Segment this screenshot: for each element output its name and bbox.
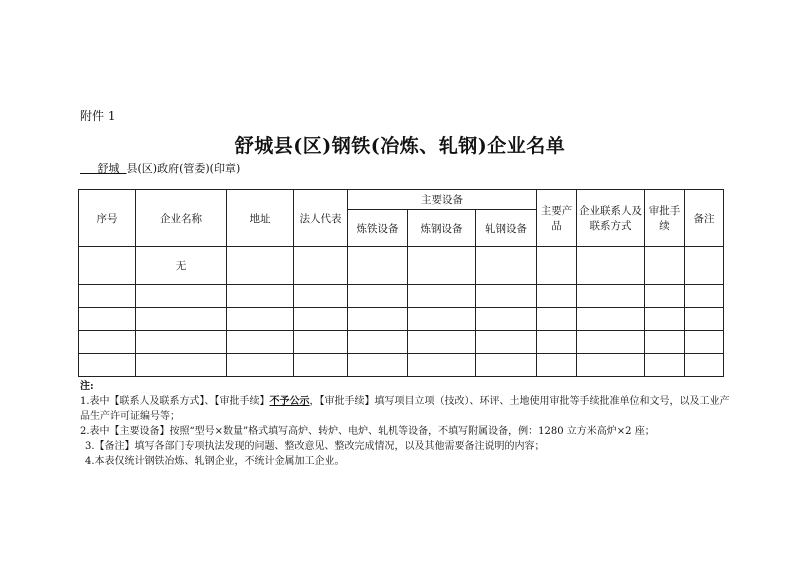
table-row bbox=[79, 247, 724, 285]
table-row bbox=[79, 331, 724, 354]
company-name-cell: 无 bbox=[136, 247, 227, 285]
issuer-line bbox=[80, 160, 320, 177]
page-title: 舒城县(区)钢铁(冶炼、轧钢)企业名单 bbox=[234, 135, 566, 157]
table-row bbox=[79, 354, 724, 377]
issuer-county: 舒城 bbox=[97, 162, 120, 175]
col-legal-rep: 法人代表 bbox=[294, 190, 348, 247]
col-company: 企业名称 bbox=[136, 190, 227, 247]
enterprise-table bbox=[78, 189, 724, 377]
col-approval: 审批手续 bbox=[645, 190, 685, 247]
col-contact: 企业联系人及联系方式 bbox=[577, 190, 645, 247]
note-3: 3.【备注】填写各部门专项执法发现的问题、整改意见、整改完成情况，以及其他需要备注说明的内容； bbox=[85, 441, 545, 452]
col-address: 地址 bbox=[227, 190, 294, 247]
table-row bbox=[79, 285, 724, 308]
notes-heading: 注: bbox=[80, 381, 94, 392]
col-iron-equipment: 炼铁设备 bbox=[348, 210, 408, 247]
note-2: 2.表中【主要设备】按照“型号×数量”格式填写高炉、转炉、电炉、轧机等设备，不填写附属设备，例：1280 立方米高炉×2 座； bbox=[80, 426, 655, 437]
note-1: 1.表中【联系人及联系方式】、【审批手续】不予公示，【审批手续】填写项目立项（技改）、环评、土地使用审批等手续批准单位和文号，以及工业产品生产许可证编号等； bbox=[80, 396, 730, 422]
issuer-suffix: 县(区)政府(管委)(印章) bbox=[126, 162, 241, 175]
col-products: 主要产品 bbox=[537, 190, 577, 247]
table-row bbox=[79, 308, 724, 331]
col-remarks: 备注 bbox=[685, 190, 724, 247]
note-4: 4.本表仅统计钢铁冶炼、轧钢企业，不统计金属加工企业。 bbox=[85, 456, 345, 467]
note-1-emphasis: 不予公示 bbox=[269, 396, 310, 407]
col-rolling-equipment: 轧钢设备 bbox=[476, 210, 537, 247]
notes-section bbox=[80, 379, 730, 469]
col-seq: 序号 bbox=[79, 190, 136, 247]
attachment-label: 附件 1 bbox=[80, 109, 116, 123]
col-main-equipment: 主要设备 bbox=[348, 190, 537, 210]
col-steel-equipment: 炼钢设备 bbox=[408, 210, 476, 247]
